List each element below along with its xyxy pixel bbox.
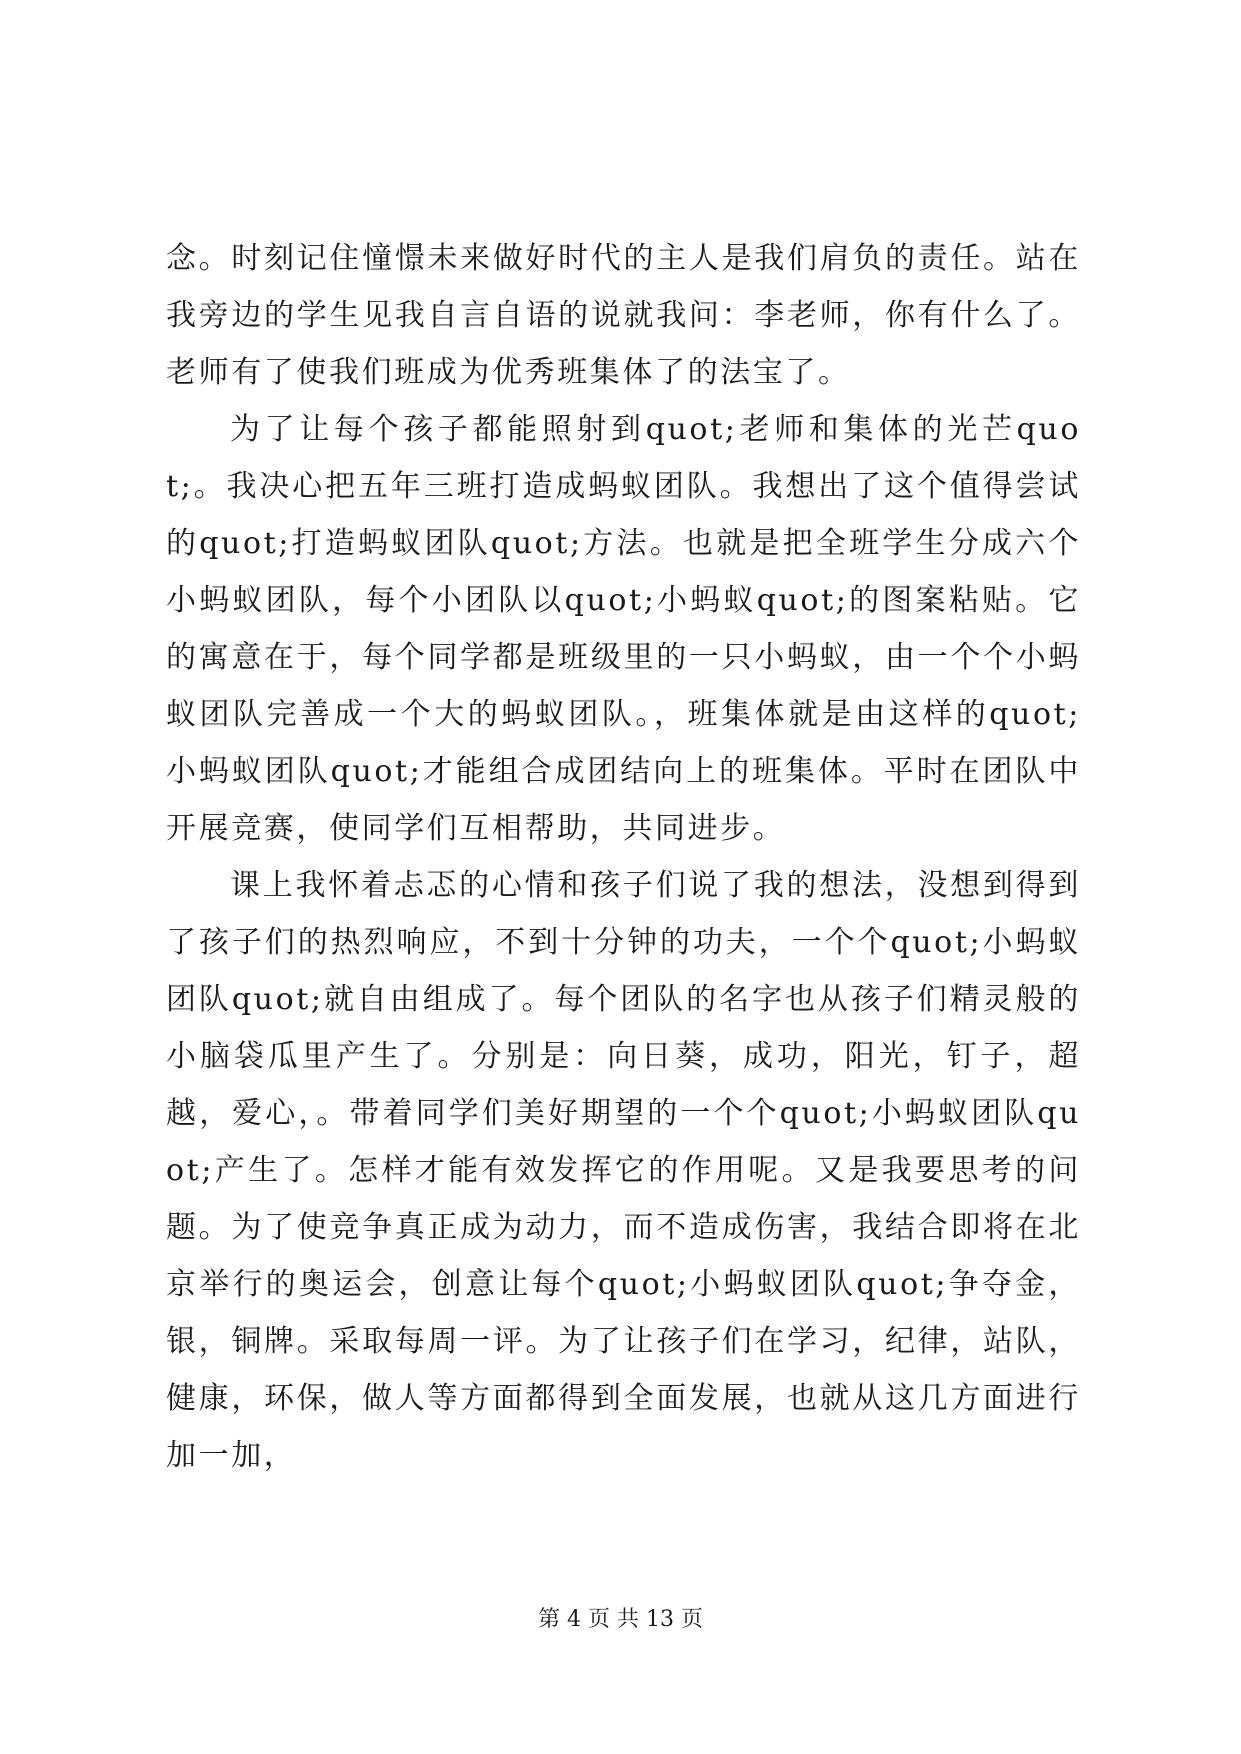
document-body xyxy=(166,230,1081,1484)
paragraph-ant-team-idea: 为了让每个孩子都能照射到quot;老师和集体的光芒quot;。我决心把五年三班打造成蚂蚁团队。我想出了这个值得尝试的quot;打造蚂蚁团队quot;方法。也就是把全班学生分成六个小蚂蚁团队，每个小团队以quot;小蚂蚁quot;的图案粘贴。它的寓意在于，每个同学都是班级里的一只小蚂蚁，由一个个小蚂蚁团队完善成一个大的蚂蚁团队。，班集体就是由这样的quot;小蚂蚁团队quot;才能组合成团结向上的班集体。平时在团队中开展竞赛，使同学们互相帮助，共同进步。 xyxy=(166,412,1081,846)
paragraph-continuation: 念。时刻记住憧憬未来做好时代的主人是我们肩负的责任。站在我旁边的学生见我自言自语的说就我问：李老师，你有什么了。老师有了使我们班成为优秀班集体了的法宝了。 xyxy=(166,241,1081,390)
paragraph-class-response: 课上我怀着忐忑的心情和孩子们说了我的想法，没想到得到了孩子们的热烈响应，不到十分钟的功夫，一个个quot;小蚂蚁团队quot;就自由组成了。每个团队的名字也从孩子们精灵般的小脑袋瓜里产生了。分别是：向日葵，成功，阳光，钉子，超越，爱心，。带着同学们美好期望的一个个quot;小蚂蚁团队quot;产生了。怎样才能有效发挥它的作用呢。又是我要思考的问题。为了使竞争真正成为动力，而不造成伤害，我结合即将在北京举行的奥运会，创意让每个quot;小蚂蚁团队quot;争夺金，银，铜牌。采取每周一评。为了让孩子们在学习，纪律，站队，健康，环保，做人等方面都得到全面发展，也就从这几方面进行加一加， xyxy=(166,868,1081,1473)
page-footer: 第 4 页 共 13 页 xyxy=(538,1607,703,1632)
